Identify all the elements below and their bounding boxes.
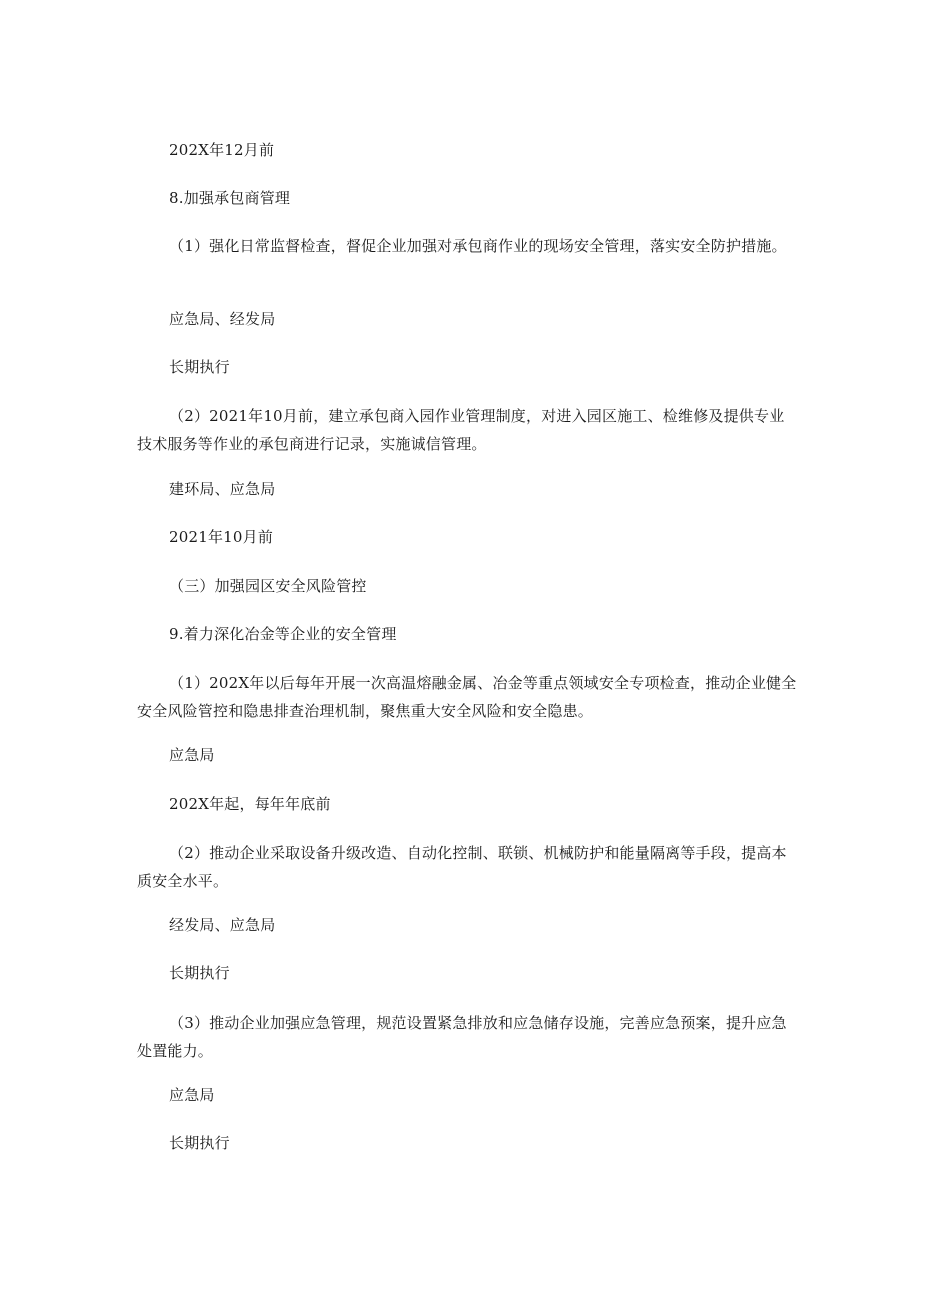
paragraph-department-5: 应急局 <box>169 1086 215 1104</box>
paragraph-item-8-2: （2）2021年10月前，建立承包商入园作业管理制度，对进入园区施工、检维修及提供专业技术服务等作业的承包商进行记录，实施诚信管理。 <box>137 407 785 453</box>
paragraph-item-9-2: （2）推动企业采取设备升级改造、自动化控制、联锁、机械防护和能量隔离等手段，提高本质安全水平。 <box>137 844 787 890</box>
paragraph-heading-8: 8.加强承包商管理 <box>169 189 291 207</box>
paragraph-item-9-3: （3）推动企业加强应急管理，规范设置紧急排放和应急储存设施，完善应急预案，提升应急处置能力。 <box>137 1014 787 1060</box>
paragraph-deadline-1: 202X年12月前 <box>169 141 275 159</box>
paragraph-deadline-4: 202X年起，每年年底前 <box>169 795 331 813</box>
paragraph-item-9-1: （1）202X年以后每年开展一次高温熔融金属、冶金等重点领域安全专项检查，推动企业健全安全风险管控和隐患排查治理机制，聚焦重大安全风险和安全隐患。 <box>137 674 797 720</box>
paragraph-department-1: 应急局、经发局 <box>169 310 276 328</box>
paragraph-deadline-5: 长期执行 <box>169 964 230 982</box>
paragraph-deadline-6: 长期执行 <box>169 1134 230 1152</box>
paragraph-deadline-3: 2021年10月前 <box>169 528 274 546</box>
paragraph-department-4: 经发局、应急局 <box>169 916 276 934</box>
paragraph-section-3: （三）加强园区安全风险管控 <box>169 577 367 595</box>
paragraph-deadline-2: 长期执行 <box>169 358 230 376</box>
paragraph-department-2: 建环局、应急局 <box>169 480 276 498</box>
paragraph-item-8-1: （1）强化日常监督检查，督促企业加强对承包商作业的现场安全管理，落实安全防护措施。 <box>169 237 787 255</box>
paragraph-department-3: 应急局 <box>169 746 215 764</box>
paragraph-heading-9: 9.着力深化冶金等企业的安全管理 <box>169 625 397 643</box>
